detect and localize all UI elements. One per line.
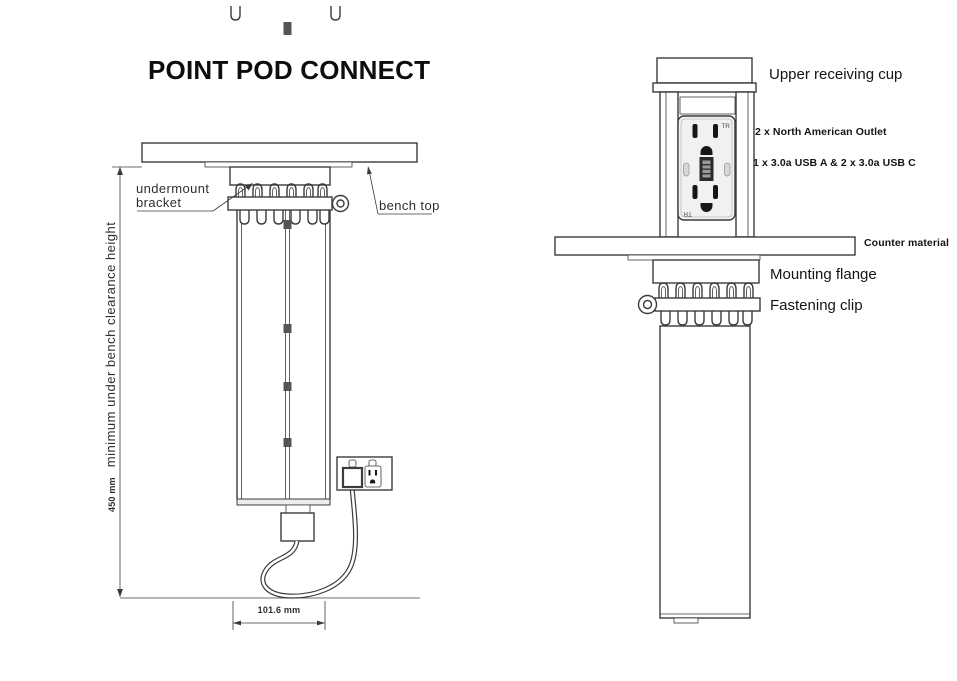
tamper-resistant-mark-top: TR [721,123,730,130]
pod-lower-body [660,326,750,623]
label-undermount-bracket-line1: undermount [136,181,210,196]
clearance-dimension [112,167,420,598]
label-undermount-bracket-line2: bracket [136,195,182,210]
pod-tube [237,210,330,505]
tamper-resistant-mark-bottom: TR [683,210,692,217]
power-connector-box [281,505,314,541]
usb-c-port-left [684,163,690,176]
counter-material-slab [555,237,855,255]
label-mounting-flange: Mounting flange [770,266,877,283]
label-clearance-dimension [103,72,118,512]
mounting-flange [628,255,760,299]
label-undermount-bracket [136,182,209,210]
page-title: POINT POD CONNECT [148,55,431,85]
outlet-face-panel [678,116,735,220]
wall-outlet-with-plug [337,457,392,490]
label-counter-material: Counter material [864,237,950,249]
clearance-dimension-text: minimum under bench clearance height [103,221,118,468]
upper-receiving-cup [653,58,756,92]
label-cutout-width: 101.6 mm [257,605,301,615]
right-view-raised-pod [555,58,855,623]
bench-top-slab [142,143,417,167]
usb-c-port-right [725,163,731,176]
label-outlet-spec: 2 x North American Outlet [755,126,887,138]
fastening-clip [639,296,761,326]
label-usb-spec: 1 x 3.0a USB A & 2 x 3.0a USB C [753,157,916,169]
label-bench-top: bench top [379,198,440,213]
label-fastening-clip: Fastening clip [770,297,863,314]
cropped-pod-top-marks [231,6,340,35]
usb-a-port [700,157,714,181]
label-upper-receiving-cup: Upper receiving cup [769,66,903,83]
clearance-dimension-value: 450 mm [107,477,117,512]
left-view-under-bench [112,6,432,630]
